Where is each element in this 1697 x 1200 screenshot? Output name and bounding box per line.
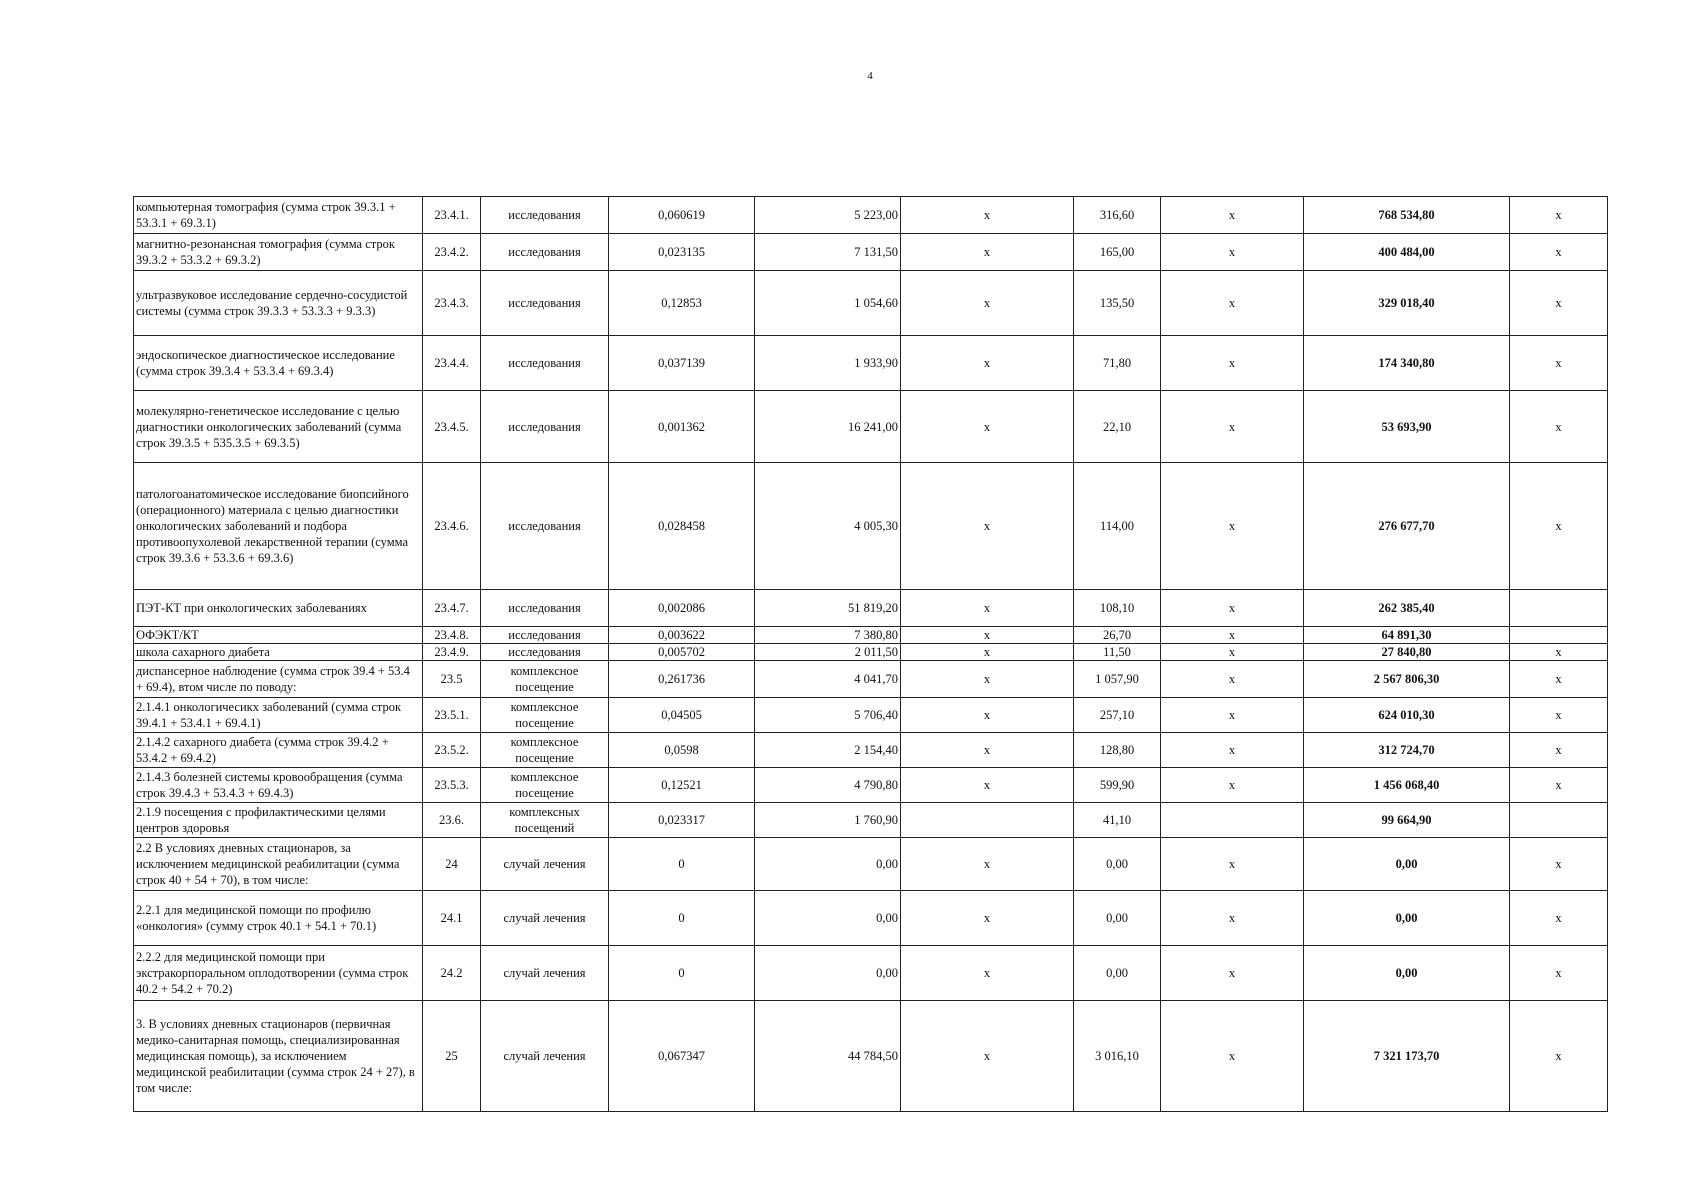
row-total: 1 456 068,40 — [1304, 768, 1510, 803]
row-volume: 0,261736 — [609, 661, 755, 698]
row-x-col1: х — [901, 733, 1074, 768]
row-x-col1: х — [901, 946, 1074, 1001]
row-total: 312 724,70 — [1304, 733, 1510, 768]
row-volume: 0,023135 — [609, 234, 755, 271]
row-x-col3: х — [1510, 838, 1608, 891]
row-x-col1: х — [901, 768, 1074, 803]
table-row — [134, 590, 1608, 627]
table-row — [134, 768, 1608, 803]
row-volume: 0,0598 — [609, 733, 755, 768]
row-x-col2: х — [1161, 627, 1304, 644]
row-number: 23.5.1. — [423, 698, 481, 733]
row-x-col2: х — [1161, 336, 1304, 391]
row-x-col2: х — [1161, 698, 1304, 733]
row-name: 2.1.4.3 болезней системы кровообращения (сумма строк 39.4.3 + 53.4.3 + 69.4.3) — [134, 768, 423, 803]
row-x-col1: х — [901, 197, 1074, 234]
table-row — [134, 644, 1608, 661]
row-per-capita: 599,90 — [1074, 768, 1161, 803]
row-x-col1: х — [901, 627, 1074, 644]
row-name: 2.1.4.1 онкологичесикх заболеваний (сумма строк 39.4.1 + 53.4.1 + 69.4.1) — [134, 698, 423, 733]
row-x-col2: х — [1161, 590, 1304, 627]
row-name: молекулярно-генетическое исследование с целью диагностики онкологических заболеваний (сумма строк 39.3.5 + 535.3.5 + 69.3.5) — [134, 391, 423, 463]
row-number: 23.4.8. — [423, 627, 481, 644]
row-volume: 0,067347 — [609, 1001, 755, 1112]
row-per-capita: 26,70 — [1074, 627, 1161, 644]
row-x-col2: х — [1161, 197, 1304, 234]
row-x-col1: х — [901, 838, 1074, 891]
row-volume: 0,001362 — [609, 391, 755, 463]
row-x-col3 — [1510, 590, 1608, 627]
row-per-capita: 11,50 — [1074, 644, 1161, 661]
row-number: 23.4.2. — [423, 234, 481, 271]
row-volume: 0,002086 — [609, 590, 755, 627]
row-x-col3: х — [1510, 733, 1608, 768]
table-row — [134, 891, 1608, 946]
row-x-col2: х — [1161, 234, 1304, 271]
row-total: 27 840,80 — [1304, 644, 1510, 661]
row-x-col3: х — [1510, 891, 1608, 946]
row-unit: исследования — [481, 627, 609, 644]
row-x-col1: х — [901, 661, 1074, 698]
row-volume: 0 — [609, 838, 755, 891]
row-cost: 4 790,80 — [755, 768, 901, 803]
row-total: 99 664,90 — [1304, 803, 1510, 838]
row-x-col3: х — [1510, 661, 1608, 698]
table-row — [134, 627, 1608, 644]
row-cost: 1 933,90 — [755, 336, 901, 391]
row-name: компьютерная томография (сумма строк 39.3.1 + 53.3.1 + 69.3.1) — [134, 197, 423, 234]
row-total: 276 677,70 — [1304, 463, 1510, 590]
row-volume: 0,003622 — [609, 627, 755, 644]
row-total: 0,00 — [1304, 891, 1510, 946]
row-per-capita: 165,00 — [1074, 234, 1161, 271]
row-per-capita: 0,00 — [1074, 891, 1161, 946]
row-unit: исследования — [481, 197, 609, 234]
row-x-col2: х — [1161, 891, 1304, 946]
row-total: 64 891,30 — [1304, 627, 1510, 644]
row-per-capita: 108,10 — [1074, 590, 1161, 627]
row-number: 23.4.4. — [423, 336, 481, 391]
table-row — [134, 946, 1608, 1001]
row-volume: 0,037139 — [609, 336, 755, 391]
table-row — [134, 197, 1608, 234]
row-unit: комплексное посещение — [481, 698, 609, 733]
row-x-col3: х — [1510, 463, 1608, 590]
row-number: 23.5.2. — [423, 733, 481, 768]
row-x-col1: х — [901, 644, 1074, 661]
row-volume: 0,028458 — [609, 463, 755, 590]
row-x-col2: х — [1161, 644, 1304, 661]
row-volume: 0,005702 — [609, 644, 755, 661]
row-x-col3: х — [1510, 946, 1608, 1001]
row-total: 624 010,30 — [1304, 698, 1510, 733]
row-name: 2.2.2 для медицинской помощи при экстракорпоральном оплодотворении (сумма строк 40.2 + 54.2 + 70.2) — [134, 946, 423, 1001]
row-per-capita: 41,10 — [1074, 803, 1161, 838]
row-x-col2: х — [1161, 463, 1304, 590]
row-per-capita: 1 057,90 — [1074, 661, 1161, 698]
row-volume: 0 — [609, 946, 755, 1001]
row-total: 2 567 806,30 — [1304, 661, 1510, 698]
row-cost: 5 706,40 — [755, 698, 901, 733]
row-cost: 16 241,00 — [755, 391, 901, 463]
table-row — [134, 733, 1608, 768]
row-name: патологоанатомическое исследование биопсийного (операционного) материала с целью диагностики онкологических заболеваний и подбора противоопухолевой лекарственной терапии (сумма строк 39.3.6 + 53.3.6 + 69.3.6) — [134, 463, 423, 590]
row-x-col2 — [1161, 803, 1304, 838]
table-row — [134, 336, 1608, 391]
row-number: 24 — [423, 838, 481, 891]
row-x-col3: х — [1510, 234, 1608, 271]
table-row — [134, 234, 1608, 271]
row-per-capita: 0,00 — [1074, 946, 1161, 1001]
row-number: 23.4.1. — [423, 197, 481, 234]
row-unit: исследования — [481, 234, 609, 271]
row-cost: 2 154,40 — [755, 733, 901, 768]
row-unit: случай лечения — [481, 946, 609, 1001]
row-x-col1: х — [901, 463, 1074, 590]
row-per-capita: 257,10 — [1074, 698, 1161, 733]
row-number: 23.4.5. — [423, 391, 481, 463]
row-unit: исследования — [481, 590, 609, 627]
row-x-col3: х — [1510, 644, 1608, 661]
row-cost: 1 054,60 — [755, 271, 901, 336]
row-name: 3. В условиях дневных стационаров (первичная медико-санитарная помощь, специализированная медицинская помощь), за исключением медицинской реабилитации (сумма строк 24 + 27), в том числе: — [134, 1001, 423, 1112]
row-volume: 0 — [609, 891, 755, 946]
row-unit: исследования — [481, 644, 609, 661]
row-per-capita: 128,80 — [1074, 733, 1161, 768]
row-cost: 5 223,00 — [755, 197, 901, 234]
row-number: 23.4.3. — [423, 271, 481, 336]
page-number: 4 — [867, 70, 873, 82]
row-volume: 0,060619 — [609, 197, 755, 234]
row-cost: 1 760,90 — [755, 803, 901, 838]
row-cost: 7 131,50 — [755, 234, 901, 271]
row-name: магнитно-резонансная томография (сумма строк 39.3.2 + 53.3.2 + 69.3.2) — [134, 234, 423, 271]
row-x-col2: х — [1161, 768, 1304, 803]
row-per-capita: 71,80 — [1074, 336, 1161, 391]
data-table — [133, 196, 1608, 1112]
row-volume: 0,12853 — [609, 271, 755, 336]
row-unit: комплексное посещение — [481, 768, 609, 803]
row-x-col2: х — [1161, 1001, 1304, 1112]
table-row — [134, 661, 1608, 698]
table-row — [134, 838, 1608, 891]
row-per-capita: 316,60 — [1074, 197, 1161, 234]
row-unit: комплексное посещение — [481, 661, 609, 698]
row-number: 23.4.9. — [423, 644, 481, 661]
row-number: 23.4.7. — [423, 590, 481, 627]
row-x-col3: х — [1510, 698, 1608, 733]
table-row — [134, 463, 1608, 590]
row-unit: случай лечения — [481, 838, 609, 891]
table-row — [134, 698, 1608, 733]
row-cost: 2 011,50 — [755, 644, 901, 661]
row-x-col1: х — [901, 590, 1074, 627]
table-row — [134, 1001, 1608, 1112]
row-unit: исследования — [481, 391, 609, 463]
row-number: 23.4.6. — [423, 463, 481, 590]
row-name: диспансерное наблюдение (сумма строк 39.4 + 53.4 + 69.4), втом числе по поводу: — [134, 661, 423, 698]
row-unit: исследования — [481, 336, 609, 391]
row-x-col3: х — [1510, 768, 1608, 803]
row-number: 25 — [423, 1001, 481, 1112]
row-x-col3: х — [1510, 391, 1608, 463]
row-unit: исследования — [481, 463, 609, 590]
row-per-capita: 135,50 — [1074, 271, 1161, 336]
row-x-col2: х — [1161, 661, 1304, 698]
row-x-col3 — [1510, 627, 1608, 644]
row-cost: 0,00 — [755, 838, 901, 891]
row-unit: исследования — [481, 271, 609, 336]
row-total: 0,00 — [1304, 838, 1510, 891]
row-number: 23.6. — [423, 803, 481, 838]
row-x-col1: х — [901, 698, 1074, 733]
table-row — [134, 391, 1608, 463]
row-total: 329 018,40 — [1304, 271, 1510, 336]
row-unit: случай лечения — [481, 1001, 609, 1112]
row-x-col2: х — [1161, 946, 1304, 1001]
row-total: 768 534,80 — [1304, 197, 1510, 234]
row-unit: случай лечения — [481, 891, 609, 946]
row-number: 24.2 — [423, 946, 481, 1001]
row-cost: 4 005,30 — [755, 463, 901, 590]
row-x-col1: х — [901, 234, 1074, 271]
row-volume: 0,04505 — [609, 698, 755, 733]
row-cost: 44 784,50 — [755, 1001, 901, 1112]
row-name: ОФЭКТ/КТ — [134, 627, 423, 644]
row-total: 53 693,90 — [1304, 391, 1510, 463]
row-unit: комплексных посещений — [481, 803, 609, 838]
row-per-capita: 114,00 — [1074, 463, 1161, 590]
row-x-col2: х — [1161, 271, 1304, 336]
row-x-col3: х — [1510, 197, 1608, 234]
row-total: 174 340,80 — [1304, 336, 1510, 391]
row-unit: комплексное посещение — [481, 733, 609, 768]
row-x-col1: х — [901, 891, 1074, 946]
row-number: 23.5 — [423, 661, 481, 698]
row-total: 0,00 — [1304, 946, 1510, 1001]
table-row — [134, 271, 1608, 336]
row-name: ПЭТ-КТ при онкологических заболеваниях — [134, 590, 423, 627]
row-cost: 0,00 — [755, 946, 901, 1001]
row-cost: 0,00 — [755, 891, 901, 946]
row-x-col3: х — [1510, 271, 1608, 336]
row-volume: 0,023317 — [609, 803, 755, 838]
row-x-col1: х — [901, 391, 1074, 463]
row-name: 2.1.9 посещения с профилактическими целями центров здоровья — [134, 803, 423, 838]
row-cost: 51 819,20 — [755, 590, 901, 627]
row-number: 23.5.3. — [423, 768, 481, 803]
row-per-capita: 3 016,10 — [1074, 1001, 1161, 1112]
row-cost: 4 041,70 — [755, 661, 901, 698]
row-cost: 7 380,80 — [755, 627, 901, 644]
row-x-col1: х — [901, 271, 1074, 336]
row-name: 2.1.4.2 сахарного диабета (сумма строк 39.4.2 + 53.4.2 + 69.4.2) — [134, 733, 423, 768]
row-name: ультразвуковое исследование сердечно-сосудистой системы (сумма строк 39.3.3 + 53.3.3 + 9.3.3) — [134, 271, 423, 336]
row-name: 2.2.1 для медицинской помощи по профилю «онкология» (сумму строк 40.1 + 54.1 + 70.1) — [134, 891, 423, 946]
row-number: 24.1 — [423, 891, 481, 946]
row-total: 262 385,40 — [1304, 590, 1510, 627]
row-name: 2.2 В условиях дневных стационаров, за исключением медицинской реабилитации (сумма строк 40 + 54 + 70), в том числе: — [134, 838, 423, 891]
row-name: эндоскопическое диагностическое исследование (сумма строк 39.3.4 + 53.3.4 + 69.3.4) — [134, 336, 423, 391]
row-x-col3 — [1510, 803, 1608, 838]
row-x-col1 — [901, 803, 1074, 838]
row-x-col2: х — [1161, 838, 1304, 891]
row-x-col3: х — [1510, 336, 1608, 391]
row-per-capita: 0,00 — [1074, 838, 1161, 891]
row-per-capita: 22,10 — [1074, 391, 1161, 463]
row-x-col1: х — [901, 336, 1074, 391]
row-total: 400 484,00 — [1304, 234, 1510, 271]
row-x-col2: х — [1161, 733, 1304, 768]
row-total: 7 321 173,70 — [1304, 1001, 1510, 1112]
row-x-col3: х — [1510, 1001, 1608, 1112]
row-name: школа сахарного диабета — [134, 644, 423, 661]
row-volume: 0,12521 — [609, 768, 755, 803]
row-x-col1: х — [901, 1001, 1074, 1112]
table-row — [134, 803, 1608, 838]
row-x-col2: х — [1161, 391, 1304, 463]
